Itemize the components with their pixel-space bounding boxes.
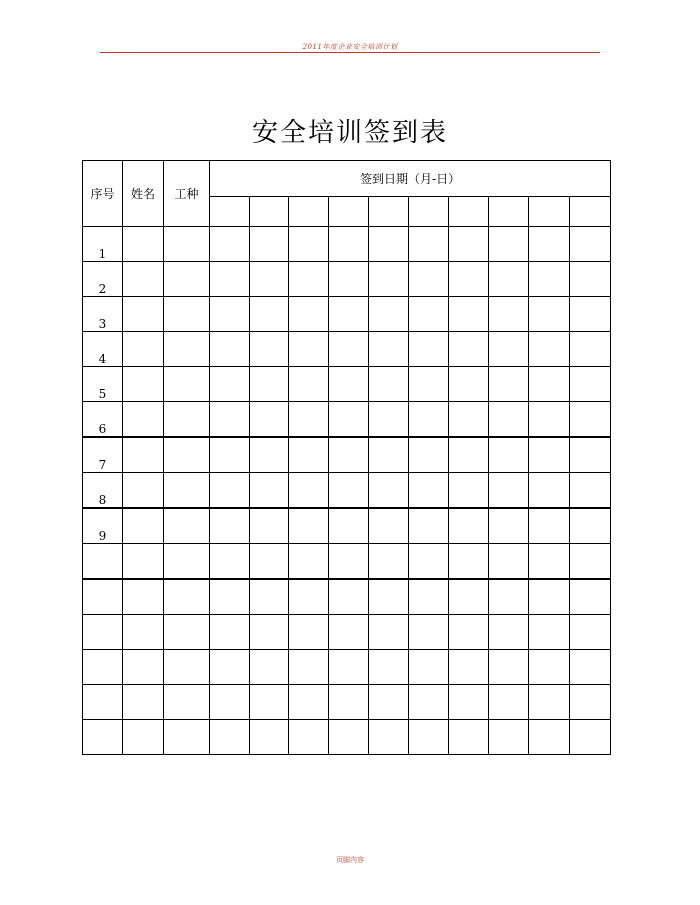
name-cell xyxy=(123,332,164,367)
row-number: 2 xyxy=(83,262,123,297)
header-rule xyxy=(100,52,600,53)
sign-in-cell xyxy=(489,332,529,367)
date-column-header xyxy=(289,197,329,227)
sign-in-cell xyxy=(369,332,409,367)
sign-in-cell xyxy=(369,579,409,615)
job-type-cell xyxy=(164,685,210,720)
sign-in-cell xyxy=(489,615,529,650)
name-cell xyxy=(123,650,164,685)
sign-in-cell xyxy=(369,615,409,650)
sign-in-cell xyxy=(570,615,611,650)
sign-in-cell xyxy=(369,508,409,544)
table-row xyxy=(83,367,611,402)
name-cell xyxy=(123,227,164,262)
sign-in-cell xyxy=(489,685,529,720)
footer: 页脚内容 xyxy=(336,856,364,864)
sign-in-cell xyxy=(250,332,289,367)
sign-in-cell xyxy=(369,227,409,262)
sign-in-cell xyxy=(409,262,449,297)
name-cell xyxy=(123,262,164,297)
sign-in-cell xyxy=(210,544,250,580)
row-number: 6 xyxy=(83,402,123,438)
name-cell xyxy=(123,544,164,580)
sign-in-cell xyxy=(329,579,369,615)
header-seq: 序号 xyxy=(83,161,123,227)
sign-in-cell xyxy=(250,720,289,755)
sign-in-cell xyxy=(529,227,570,262)
sign-in-cell xyxy=(529,473,570,509)
sign-in-cell xyxy=(570,297,611,332)
job-type-cell xyxy=(164,367,210,402)
job-type-cell xyxy=(164,615,210,650)
sign-in-cell xyxy=(289,367,329,402)
sign-in-cell xyxy=(210,650,250,685)
sign-in-cell xyxy=(529,685,570,720)
sign-in-cell xyxy=(210,579,250,615)
date-column-header xyxy=(570,197,611,227)
sign-in-cell xyxy=(250,544,289,580)
sign-in-cell xyxy=(409,615,449,650)
sign-in-cell xyxy=(489,720,529,755)
job-type-cell xyxy=(164,437,210,473)
name-cell xyxy=(123,508,164,544)
sign-in-cell xyxy=(329,508,369,544)
sign-in-cell xyxy=(409,297,449,332)
sign-in-cell xyxy=(250,473,289,509)
sign-in-cell xyxy=(489,650,529,685)
sign-in-cell xyxy=(289,262,329,297)
sign-in-cell xyxy=(409,332,449,367)
sign-in-cell xyxy=(570,402,611,438)
sign-in-table xyxy=(82,160,611,755)
sign-in-cell xyxy=(449,332,489,367)
sign-in-cell xyxy=(449,685,489,720)
sign-in-cell xyxy=(210,685,250,720)
sign-in-cell xyxy=(210,262,250,297)
table-row xyxy=(83,473,611,509)
row-number xyxy=(83,685,123,720)
sign-in-cell xyxy=(529,437,570,473)
sign-in-cell xyxy=(570,685,611,720)
job-type-cell xyxy=(164,473,210,509)
sign-in-cell xyxy=(250,615,289,650)
sign-in-cell xyxy=(529,579,570,615)
table-row xyxy=(83,720,611,755)
page-title: 安全培训签到表 xyxy=(251,118,448,148)
row-number xyxy=(83,544,123,580)
sign-in-cell xyxy=(449,579,489,615)
name-cell xyxy=(123,579,164,615)
date-column-header xyxy=(329,197,369,227)
sign-in-cell xyxy=(329,544,369,580)
sign-in-cell xyxy=(369,473,409,509)
sign-in-cell xyxy=(250,297,289,332)
header-sign-in-date: 签到日期（月-日） xyxy=(210,161,611,197)
sign-in-cell xyxy=(489,402,529,438)
header-job-type: 工种 xyxy=(164,161,210,227)
sign-in-cell xyxy=(529,262,570,297)
sign-in-cell xyxy=(289,473,329,509)
name-cell xyxy=(123,402,164,438)
sign-in-cell xyxy=(250,508,289,544)
sign-in-cell xyxy=(289,615,329,650)
sign-in-cell xyxy=(369,685,409,720)
sign-in-cell xyxy=(409,367,449,402)
sign-in-cell xyxy=(409,508,449,544)
sign-in-cell xyxy=(210,227,250,262)
table-row xyxy=(83,402,611,438)
sign-in-cell xyxy=(369,297,409,332)
job-type-cell xyxy=(164,508,210,544)
sign-in-cell xyxy=(529,297,570,332)
sign-in-cell xyxy=(250,650,289,685)
sign-in-cell xyxy=(289,685,329,720)
sign-in-cell xyxy=(570,262,611,297)
sign-in-cell xyxy=(289,227,329,262)
sign-in-cell xyxy=(449,508,489,544)
row-number xyxy=(83,650,123,685)
sign-in-cell xyxy=(250,437,289,473)
table-row xyxy=(83,685,611,720)
sign-in-cell xyxy=(289,402,329,438)
sign-in-cell xyxy=(289,297,329,332)
sign-in-cell xyxy=(570,227,611,262)
sign-in-cell xyxy=(329,650,369,685)
sign-in-cell xyxy=(449,544,489,580)
sign-in-cell xyxy=(570,544,611,580)
sign-in-cell xyxy=(409,402,449,438)
name-cell xyxy=(123,473,164,509)
sign-in-cell xyxy=(250,227,289,262)
sign-in-cell xyxy=(329,262,369,297)
sign-in-cell xyxy=(329,297,369,332)
date-column-header xyxy=(369,197,409,227)
sign-in-cell xyxy=(329,332,369,367)
job-type-cell xyxy=(164,720,210,755)
table-row xyxy=(83,544,611,580)
job-type-cell xyxy=(164,544,210,580)
row-number xyxy=(83,579,123,615)
sign-in-cell xyxy=(449,297,489,332)
sign-in-cell xyxy=(409,685,449,720)
sign-in-cell xyxy=(489,262,529,297)
job-type-cell xyxy=(164,650,210,685)
row-number: 1 xyxy=(83,227,123,262)
name-cell xyxy=(123,437,164,473)
sign-in-cell xyxy=(529,720,570,755)
sign-in-cell xyxy=(409,544,449,580)
sign-in-cell xyxy=(369,437,409,473)
sign-in-cell xyxy=(409,650,449,685)
table-row xyxy=(83,650,611,685)
sign-in-cell xyxy=(329,227,369,262)
sign-in-cell xyxy=(329,685,369,720)
job-type-cell xyxy=(164,402,210,438)
date-column-header xyxy=(250,197,289,227)
sign-in-cell xyxy=(570,332,611,367)
table-row xyxy=(83,332,611,367)
sign-in-cell xyxy=(289,508,329,544)
sign-in-cell xyxy=(250,367,289,402)
sign-in-cell xyxy=(489,227,529,262)
sign-in-cell xyxy=(529,544,570,580)
sign-in-cell xyxy=(329,402,369,438)
date-column-header xyxy=(529,197,570,227)
sign-in-cell xyxy=(210,297,250,332)
sign-in-cell xyxy=(529,367,570,402)
sign-in-cell xyxy=(489,297,529,332)
sign-in-cell xyxy=(449,367,489,402)
sign-in-cell xyxy=(489,437,529,473)
sign-in-cell xyxy=(369,262,409,297)
sign-in-cell xyxy=(210,615,250,650)
sign-in-cell xyxy=(409,720,449,755)
sign-in-cell xyxy=(369,544,409,580)
sign-in-cell xyxy=(369,367,409,402)
sign-in-cell xyxy=(489,544,529,580)
table-row xyxy=(83,437,611,473)
sign-in-cell xyxy=(289,544,329,580)
sign-in-cell xyxy=(329,473,369,509)
job-type-cell xyxy=(164,262,210,297)
row-number: 8 xyxy=(83,473,123,509)
sign-in-cell xyxy=(489,473,529,509)
table-row xyxy=(83,508,611,544)
sign-in-cell xyxy=(289,579,329,615)
name-cell xyxy=(123,720,164,755)
date-column-header xyxy=(449,197,489,227)
sign-in-cell xyxy=(570,579,611,615)
sign-in-cell xyxy=(449,262,489,297)
sign-in-cell xyxy=(289,332,329,367)
sign-in-cell xyxy=(489,367,529,402)
sign-in-cell xyxy=(210,402,250,438)
row-number: 3 xyxy=(83,297,123,332)
header-name: 姓名 xyxy=(123,161,164,227)
sign-in-cell xyxy=(329,720,369,755)
sign-in-cell xyxy=(250,402,289,438)
row-number xyxy=(83,720,123,755)
sign-in-cell xyxy=(369,720,409,755)
name-cell xyxy=(123,615,164,650)
sign-in-cell xyxy=(329,367,369,402)
sign-in-cell xyxy=(329,615,369,650)
sign-in-cell xyxy=(409,473,449,509)
sign-in-cell xyxy=(529,402,570,438)
sign-in-cell xyxy=(409,579,449,615)
sign-in-cell xyxy=(210,473,250,509)
sign-in-cell xyxy=(570,437,611,473)
table-row xyxy=(83,297,611,332)
sign-in-cell xyxy=(529,332,570,367)
table-row xyxy=(83,579,611,615)
job-type-cell xyxy=(164,227,210,262)
table-row xyxy=(83,262,611,297)
sign-in-cell xyxy=(489,508,529,544)
sign-in-cell xyxy=(489,579,529,615)
sign-in-cell xyxy=(570,650,611,685)
name-cell xyxy=(123,685,164,720)
sign-in-cell xyxy=(449,437,489,473)
sign-in-cell xyxy=(570,367,611,402)
job-type-cell xyxy=(164,579,210,615)
date-column-header xyxy=(409,197,449,227)
sign-in-cell xyxy=(210,332,250,367)
name-cell xyxy=(123,367,164,402)
row-number: 4 xyxy=(83,332,123,367)
table-row xyxy=(83,615,611,650)
date-column-header xyxy=(489,197,529,227)
row-number: 7 xyxy=(83,437,123,473)
sign-in-cell xyxy=(210,437,250,473)
sign-in-cell xyxy=(449,720,489,755)
name-cell xyxy=(123,297,164,332)
sign-in-cell xyxy=(250,262,289,297)
sign-in-cell xyxy=(529,615,570,650)
sign-in-cell xyxy=(289,720,329,755)
sign-in-cell xyxy=(570,473,611,509)
sign-in-cell xyxy=(250,685,289,720)
table-row xyxy=(83,227,611,262)
sign-in-cell xyxy=(289,437,329,473)
job-type-cell xyxy=(164,297,210,332)
sign-in-cell xyxy=(409,227,449,262)
job-type-cell xyxy=(164,332,210,367)
sign-in-cell xyxy=(570,508,611,544)
sign-in-cell xyxy=(449,227,489,262)
row-number: 5 xyxy=(83,367,123,402)
sign-in-cell xyxy=(329,437,369,473)
row-number xyxy=(83,615,123,650)
sign-in-cell xyxy=(369,402,409,438)
sign-in-cell xyxy=(250,579,289,615)
sign-in-cell xyxy=(409,437,449,473)
sign-in-cell xyxy=(449,650,489,685)
sign-in-cell xyxy=(449,402,489,438)
sign-in-cell xyxy=(570,720,611,755)
sign-in-cell xyxy=(529,508,570,544)
date-column-header xyxy=(210,197,250,227)
sign-in-cell xyxy=(449,615,489,650)
sign-in-cell xyxy=(449,473,489,509)
sign-in-cell xyxy=(210,367,250,402)
sign-in-cell xyxy=(529,650,570,685)
sign-in-cell xyxy=(369,650,409,685)
sign-in-cell xyxy=(210,720,250,755)
row-number: 9 xyxy=(83,508,123,544)
sign-in-cell xyxy=(289,650,329,685)
sign-in-cell xyxy=(210,508,250,544)
running-header: 2011年度企业安全培训计划 xyxy=(302,43,398,51)
